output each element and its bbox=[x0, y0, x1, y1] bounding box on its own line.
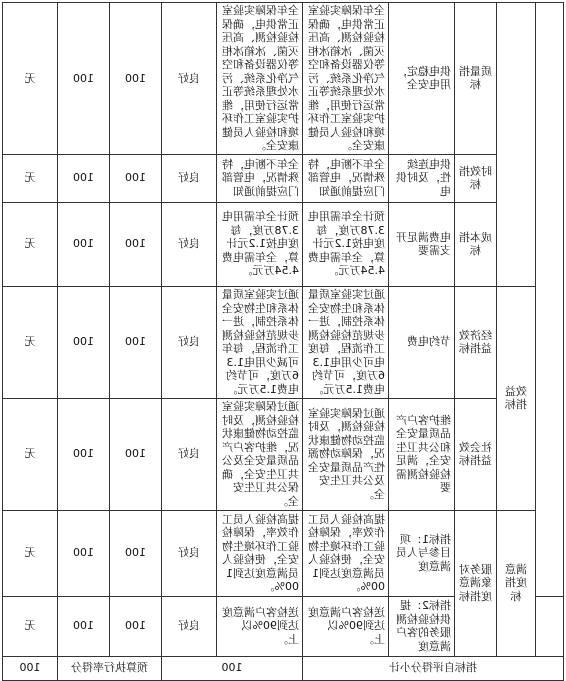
level3-cell: 供电连续性，及时供电 bbox=[389, 154, 455, 202]
note-cell: 无 bbox=[3, 510, 58, 596]
weight-cell: 100 bbox=[110, 3, 162, 155]
rating-cell: 良好 bbox=[162, 3, 217, 155]
actual-value-cell: 提高检验人员工作效率，保障检验工作环境生物安全，使检验人员满意度达到100%。 bbox=[217, 510, 303, 596]
index-value-cell: 通过保障实验室检验检测，及时监控动物健康状况，保障动物源性产品质量安全及公共卫生安全。 bbox=[303, 398, 389, 510]
footer-self-total: 100 bbox=[162, 656, 303, 680]
table-row bbox=[3, 202, 564, 286]
weight-cell: 100 bbox=[110, 398, 162, 510]
level1-cell: 满意度指标 bbox=[497, 510, 536, 656]
table-row bbox=[3, 154, 564, 202]
score-cell: 100 bbox=[58, 154, 110, 202]
level2-cell: 服务对象满意度指标 bbox=[455, 510, 497, 656]
rating-cell: 良好 bbox=[162, 202, 217, 286]
actual-value-cell: 预计全年需用电3.78万度，每度电按1.2元计算，全年需电费4.54万元。 bbox=[217, 202, 303, 286]
level3-cell: 指标1：项目参与人员满意度 bbox=[389, 510, 455, 596]
note-cell: 无 bbox=[3, 202, 58, 286]
level1-blank-cell bbox=[536, 3, 564, 597]
table-row bbox=[3, 398, 564, 510]
outer-blank-cell bbox=[536, 596, 564, 656]
weight-cell: 100 bbox=[110, 510, 162, 596]
table-row bbox=[3, 286, 564, 398]
weight-cell: 100 bbox=[110, 154, 162, 202]
score-cell: 100 bbox=[58, 510, 110, 596]
rating-cell: 良好 bbox=[162, 286, 217, 398]
footer-label: 指标自评得分小计 bbox=[303, 656, 564, 680]
level1-blank-cell-2 bbox=[497, 3, 536, 287]
level3-cell: 节约电费 bbox=[389, 286, 455, 398]
actual-value-cell: 通过保障实验室检验检测，及时监控动物健康状况，维护客户产品质量安全及公共卫生安全，确保公共卫生安全。 bbox=[217, 398, 303, 510]
score-cell: 100 bbox=[58, 202, 110, 286]
table-row bbox=[3, 510, 564, 596]
level2-cell: 社会效益指标 bbox=[455, 398, 497, 510]
performance-evaluation-table bbox=[2, 2, 564, 681]
level2-cell: 时效指标 bbox=[455, 154, 497, 202]
index-value-cell: 通过实验室质量体系和生物安全体系控制，进一步规范检验检测工作流程，每度电可少用电1.36万度，可节约电费1.5万元。 bbox=[303, 286, 389, 398]
rating-cell: 良好 bbox=[162, 398, 217, 510]
actual-value-cell: 送检客户满意度达到90%以上。 bbox=[217, 596, 303, 656]
score-cell: 100 bbox=[58, 3, 110, 155]
level2-cell: 成本指标 bbox=[455, 202, 497, 286]
weight-cell: 100 bbox=[110, 596, 162, 656]
note-cell: 无 bbox=[3, 398, 58, 510]
note-cell: 无 bbox=[3, 3, 58, 155]
index-value-cell: 全年不断电，特殊情况，电管部门应提前通知 bbox=[303, 154, 389, 202]
weight-cell: 100 bbox=[110, 286, 162, 398]
rating-cell: 良好 bbox=[162, 510, 217, 596]
weight-cell: 100 bbox=[110, 202, 162, 286]
level3-cell: 供电稳定，用电安全 bbox=[389, 3, 455, 155]
index-value-cell: 预计全年需用电3.78万度，每度电按1.2元计算，全年需电费4.54万元。 bbox=[303, 202, 389, 286]
score-cell: 100 bbox=[58, 286, 110, 398]
actual-value-cell: 通过实验室质量体系和生物安全体系控制，进一步规范检验检测工作流程，每年可减少用电1.36万度，可节约电费1.5万元。 bbox=[217, 286, 303, 398]
actual-value-cell: 全年保障实验室正常供电，确保检验检测、高压灭菌、冰箱冰柜等仪器设备和空气净化系统、污水处理系统等正常运行使用，维护实验室工作环境和检验人员健康安全。 bbox=[217, 3, 303, 155]
index-value-cell: 提高检验人员工作效率，保障检验工作环境生物安全，使检验人员满意度达到100%。 bbox=[303, 510, 389, 596]
footer-overall-score: 100 bbox=[3, 656, 58, 680]
note-cell: 无 bbox=[3, 286, 58, 398]
score-cell: 100 bbox=[58, 596, 110, 656]
level2-cell: 质量指标 bbox=[455, 3, 497, 155]
level3-cell: 指标2：提供检验检测服务的客户满意度 bbox=[389, 596, 455, 656]
level3-cell: 维护客户产品质量安全和公共卫生安全，满足检验检测需要 bbox=[389, 398, 455, 510]
index-value-cell: 全年保障实验室正常供电，确保检验检测、高压灭菌、冰箱冰柜等仪器设备和空气净化系统、污水处理系统等正常运行使用，维护实验室工作环境和检验人员健康安全。 bbox=[303, 3, 389, 155]
note-cell: 无 bbox=[3, 154, 58, 202]
rating-cell: 良好 bbox=[162, 596, 217, 656]
score-cell: 100 bbox=[58, 398, 110, 510]
footer-overall-label: 预算执行率得分 bbox=[58, 656, 162, 680]
index-value-cell: 送检客户满意度达到90%以上。 bbox=[303, 596, 389, 656]
note-cell: 无 bbox=[3, 596, 58, 656]
actual-value-cell: 全年不断电，特殊情况，电管部门应提前通知 bbox=[217, 154, 303, 202]
footer-row bbox=[3, 656, 564, 680]
level1-cell: 效益指标 bbox=[497, 286, 536, 510]
level3-cell: 电费满足开支需要 bbox=[389, 202, 455, 286]
rating-cell: 良好 bbox=[162, 154, 217, 202]
table-row bbox=[3, 3, 564, 155]
level2-cell: 经济效益指标 bbox=[455, 286, 497, 398]
